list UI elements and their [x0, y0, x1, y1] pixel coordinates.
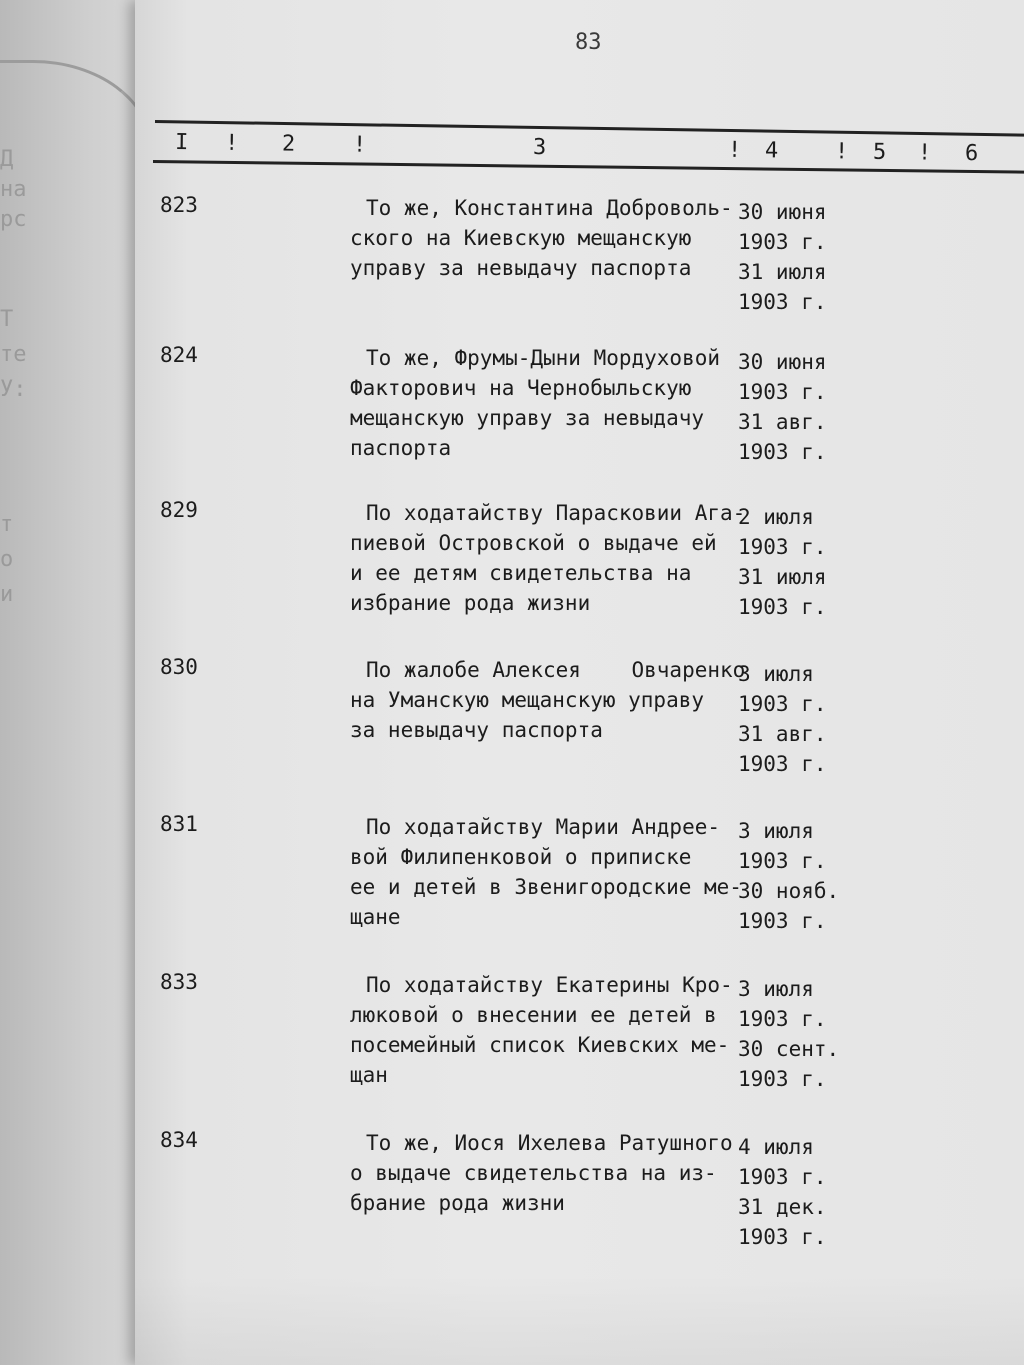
description-line: пиевой Островской о выдаче ей: [350, 531, 717, 555]
header-separator: !: [727, 137, 742, 163]
description-line: посемейный список Киевских ме-: [350, 1033, 730, 1057]
description-line: щан: [350, 1063, 388, 1087]
start-date: 3 июля: [738, 977, 814, 1001]
start-year: 1903 г.: [738, 230, 827, 254]
entry-dates: [738, 502, 848, 622]
end-year: 1903 г.: [738, 909, 827, 933]
entry-dates: [738, 1132, 848, 1252]
underlying-fragment: о: [0, 547, 14, 572]
entry-number: 824: [160, 343, 198, 367]
header-separator: !: [834, 139, 849, 165]
entry-dates: [738, 197, 848, 317]
underlying-fragment: т: [0, 512, 14, 537]
end-date: 31 дек.: [738, 1195, 827, 1219]
start-year: 1903 г.: [738, 692, 827, 716]
header-separator: !: [224, 130, 239, 156]
description-line: То же, Фрумы-Дыни Мордуховой: [366, 346, 721, 370]
description-line: и ее детям свидетельства на: [350, 561, 692, 585]
start-date: 2 июля: [738, 505, 814, 529]
start-year: 1903 г.: [738, 1007, 827, 1031]
entry-description: [350, 970, 750, 1090]
start-date: 30 июня: [738, 200, 827, 224]
entry-dates: [738, 974, 848, 1094]
end-date: 31 июля: [738, 565, 827, 589]
description-line: По ходатайству Екатерины Кро-: [366, 973, 733, 997]
end-date: 30 сент.: [738, 1037, 840, 1061]
description-line: люковой о внесении ее детей в: [350, 1003, 717, 1027]
description-line: ее и детей в Звенигородские ме-: [350, 875, 742, 899]
entry-description: [350, 498, 750, 618]
end-year: 1903 г.: [738, 440, 827, 464]
end-date: 30 нояб.: [738, 879, 840, 903]
description-line: управу за невыдачу паспорта: [350, 256, 692, 280]
end-year: 1903 г.: [738, 752, 827, 776]
page-number: 83: [575, 30, 602, 55]
description-line: о выдаче свидетельства на из-: [350, 1161, 717, 1185]
header-separator: !: [352, 132, 367, 158]
description-line: вой Филипенковой о приписке: [350, 845, 692, 869]
description-line: По ходатайству Парасковии Ага-: [366, 501, 746, 525]
end-year: 1903 г.: [738, 1067, 827, 1091]
header-col-2: 2: [281, 131, 296, 157]
underlying-fragment: на: [0, 177, 27, 202]
start-date: 3 июля: [738, 819, 814, 843]
start-year: 1903 г.: [738, 1165, 827, 1189]
description-line: паспорта: [350, 436, 452, 460]
header-col-1: I: [174, 130, 189, 156]
description-line: ского на Киевскую мещанскую: [350, 226, 692, 250]
page-shadow: [135, 1275, 1024, 1365]
end-date: 31 июля: [738, 260, 827, 284]
entry-description: [350, 343, 750, 463]
start-year: 1903 г.: [738, 380, 827, 404]
description-line: То же, Константина Доброволь-: [366, 196, 733, 220]
description-line: То же, Иося Ихелева Ратушного: [366, 1131, 733, 1155]
underlying-fragment: рс: [0, 207, 27, 232]
start-date: 4 июля: [738, 1135, 814, 1159]
entry-dates: [738, 659, 848, 779]
start-year: 1903 г.: [738, 849, 827, 873]
entry-number: 834: [160, 1128, 198, 1152]
header-col-5: 5: [872, 139, 887, 165]
start-date: 3 июля: [738, 662, 814, 686]
underlying-fragment: У:: [0, 377, 27, 402]
description-line: брание рода жизни: [350, 1191, 565, 1215]
end-date: 31 авг.: [738, 722, 827, 746]
underlying-fragment: и: [0, 582, 14, 607]
document-page: [135, 0, 1024, 1365]
header-col-6: 6: [964, 141, 979, 167]
start-date: 30 июня: [738, 350, 827, 374]
entry-number: 823: [160, 193, 198, 217]
description-line: за невыдачу паспорта: [350, 718, 603, 742]
entry-dates: [738, 347, 848, 467]
description-line: По ходатайству Марии Андрее-: [366, 815, 721, 839]
end-year: 1903 г.: [738, 595, 827, 619]
entry-description: [350, 812, 750, 932]
entry-description: [350, 655, 750, 745]
header-col-4: 4: [764, 138, 779, 164]
entry-number: 829: [160, 498, 198, 522]
underlying-page: [0, 0, 150, 1365]
description-line: По жалобе Алексея Овчаренко: [366, 658, 746, 682]
entry-number: 833: [160, 970, 198, 994]
end-year: 1903 г.: [738, 1225, 827, 1249]
description-line: щане: [350, 905, 401, 929]
entry-dates: [738, 816, 848, 936]
description-line: мещанскую управу за невыдачу: [350, 406, 705, 430]
entry-description: [350, 1128, 750, 1218]
description-line: на Уманскую мещанскую управу: [350, 688, 705, 712]
description-line: Факторович на Чернобыльскую: [350, 376, 692, 400]
entry-number: 831: [160, 812, 198, 836]
entry-description: [350, 193, 750, 283]
end-year: 1903 г.: [738, 290, 827, 314]
end-date: 31 авг.: [738, 410, 827, 434]
underlying-fragment: Д: [0, 147, 14, 172]
header-separator: !: [917, 140, 932, 166]
start-year: 1903 г.: [738, 535, 827, 559]
entry-number: 830: [160, 655, 198, 679]
underlying-fragment: те: [0, 342, 27, 367]
description-line: избрание рода жизни: [350, 591, 591, 615]
underlying-fragment: Т: [0, 307, 14, 332]
header-col-3: 3: [532, 134, 547, 161]
